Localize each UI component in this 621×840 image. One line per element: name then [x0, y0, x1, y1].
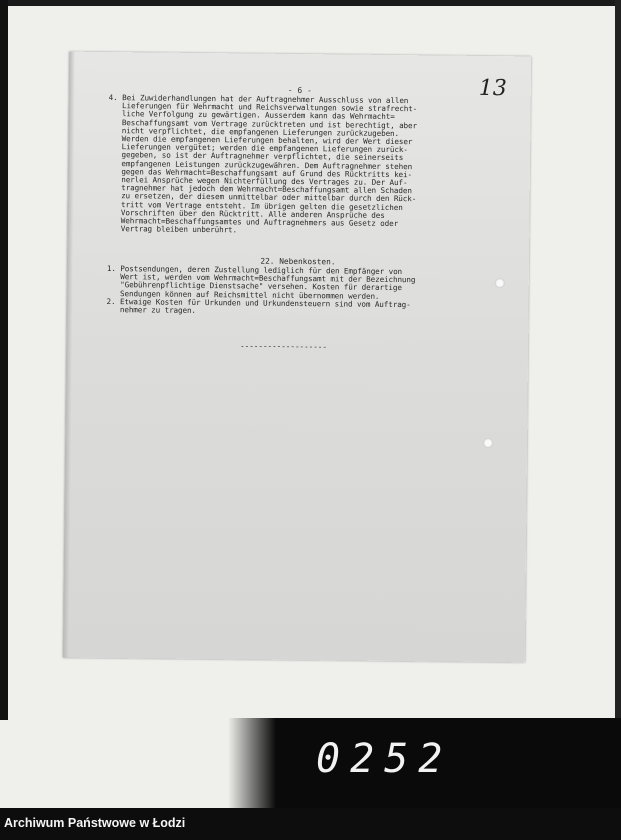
film-edge-right	[615, 0, 621, 720]
section-22-paragraph: 1. Postsendungen, deren Zustellung lediglich für den Empfänger von Wert ist, werden vom Wehrmacht=Beschaffungsamt mit der Bezeichnung "Gebührenpflichtige Dienstsache" versehen. Kosten für derartige Sendungen können auf Reichsmittel nicht übernommen werden. 2. Etwaige Kosten für Urkunden und Urkundensteuern sind vom Auftrag- nehmer zu tragen.	[106, 264, 416, 315]
page-number: - 6 -	[287, 85, 312, 96]
document-page	[63, 52, 531, 663]
section-22-heading: 22. Nebenkosten.	[260, 256, 336, 267]
handwritten-folio-mark: 13	[478, 75, 507, 102]
film-edge-left	[0, 0, 8, 720]
frame-number: 0252	[316, 736, 453, 782]
punch-hole-upper	[495, 278, 505, 288]
film-edge-top	[0, 0, 621, 6]
section-4-paragraph: 4. Bei Zuwiderhandlungen hat der Auftragnehmer Ausschluss von allen Lieferungen für Wehrmacht und Reichsverwaltungen sowie strafrecht- liche Verfolgung zu gewärtigen. Ausserdem kann das Wehrmacht= Beschaffungsamt vom Vertrage zurücktreten und ist berechtigt, aber nicht verpflichtet, die empfangenen Lieferungen zurückzugeben. Werden die empfangenen Lieferungen behalten, wird der Wert dieser Lieferungen vergütet; werden die empfangenen Lieferungen zurück- gegeben, so ist der Auftragnehmer verpflichtet, die seinerseits empfangenen Leistungen zurückzugewähren. Dem Auftragnehmer stehen gegen das Wehrmacht=Beschaffungsamt auf Grund des Rücktritts kei- nerlei Ansprüche wegen Nichterfüllung des Vertrages zu. Der Auf- tragnehmer hat jedoch dem Wehrmacht=Beschaffungsamt allen Schaden zu ersetzen, der diesem unmittelbar oder mittelbar durch den Rück- tritt vom Vertrage entsteht. Im übrigen gelten die gesetzlichen Vorschriften über den Rücktritt. Alle anderen Ansprüche des Wehrmacht=Beschaffungsamtes und Auftragnehmers aus Gesetz oder Vertrag bleiben unberührt.	[107, 93, 418, 235]
archive-name: Archiwum Państwowe w Łodzi	[4, 816, 186, 830]
punch-hole-lower	[483, 438, 493, 448]
closing-rule: -------------------	[240, 341, 328, 352]
